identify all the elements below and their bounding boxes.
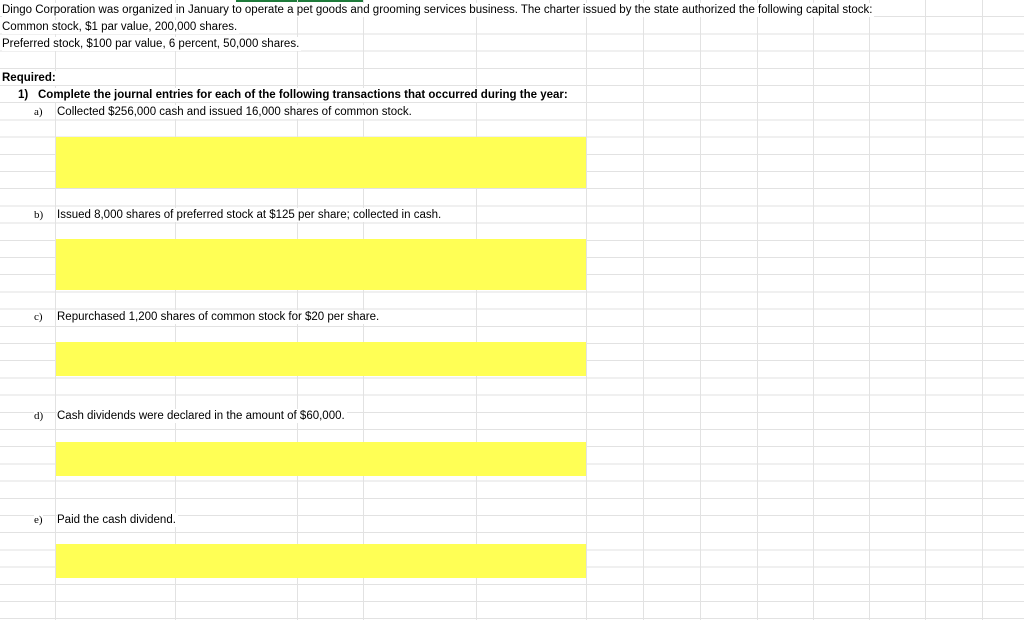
answer-box-e[interactable]	[56, 544, 586, 578]
transaction-text-b[interactable]: Issued 8,000 shares of preferred stock at $125 per share; collected in cash.	[57, 209, 442, 221]
required-number[interactable]: 1)	[18, 89, 29, 101]
column-gridline	[982, 0, 983, 620]
answer-box-c[interactable]	[56, 342, 586, 376]
transaction-label-d[interactable]: d)	[34, 410, 44, 422]
answer-box-b[interactable]	[56, 239, 586, 290]
required-instruction[interactable]: Complete the journal entries for each of the following transactions that occurred during the year:	[38, 89, 568, 101]
column-gridline	[700, 0, 701, 620]
transaction-label-a[interactable]: a)	[34, 106, 43, 118]
transaction-label-c[interactable]: c)	[34, 311, 43, 323]
selection-indicator	[236, 0, 364, 2]
transaction-text-e[interactable]: Paid the cash dividend.	[57, 514, 176, 526]
required-heading[interactable]: Required:	[2, 72, 56, 84]
intro-line-3[interactable]: Preferred stock, $100 par value, 6 percent, 50,000 shares.	[2, 38, 300, 50]
column-gridline	[757, 0, 758, 620]
column-gridline	[586, 0, 587, 620]
column-gridline	[643, 0, 644, 620]
transaction-text-c[interactable]: Repurchased 1,200 shares of common stock for $20 per share.	[57, 311, 380, 323]
transaction-text-a[interactable]: Collected $256,000 cash and issued 16,000 shares of common stock.	[57, 106, 412, 118]
transaction-label-b[interactable]: b)	[34, 209, 44, 221]
transaction-text-d[interactable]: Cash dividends were declared in the amount of $60,000.	[57, 410, 345, 422]
intro-line-1[interactable]: Dingo Corporation was organized in January to operate a pet goods and grooming services business. The charter issued by the state authorized the following capital stock:	[2, 4, 873, 16]
column-gridline	[813, 0, 814, 620]
answer-box-a[interactable]	[56, 137, 586, 188]
column-gridline	[925, 0, 926, 620]
answer-box-d[interactable]	[56, 442, 586, 476]
column-gridline	[869, 0, 870, 620]
intro-line-2[interactable]: Common stock, $1 par value, 200,000 shares.	[2, 21, 238, 33]
transaction-label-e[interactable]: e)	[34, 514, 43, 526]
